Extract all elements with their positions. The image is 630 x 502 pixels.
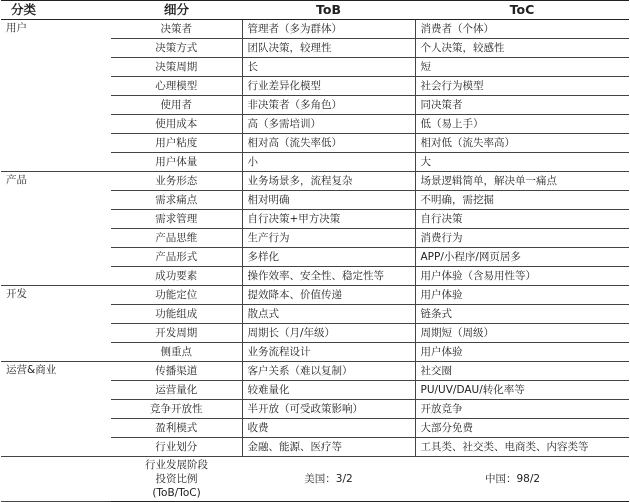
toc-cell: 短 xyxy=(415,58,629,77)
tob-cell: 业务场景多，流程复杂 xyxy=(242,172,415,191)
header-category: 分类 xyxy=(1,1,111,20)
tob-cell: 行业差异化模型 xyxy=(242,77,415,96)
toc-cell: 工具类、社交类、电商类、内容类等 xyxy=(415,438,629,457)
tob-cell: 高（多需培训） xyxy=(242,115,415,134)
dimension-cell: 用户粘度 xyxy=(111,134,242,153)
category-cell: 产品 xyxy=(1,172,111,286)
toc-cell: 用户体验 xyxy=(415,286,629,305)
toc-cell: APP/小程序/网页居多 xyxy=(415,248,629,267)
toc-cell: 用户体验（含易用性等） xyxy=(415,267,629,286)
table-row xyxy=(1,20,629,39)
category-cell: 用户 xyxy=(1,20,111,172)
investment-tob-value: 美国：3/2 xyxy=(242,457,415,502)
tob-cell: 相对明确 xyxy=(242,191,415,210)
dimension-cell: 需求痛点 xyxy=(111,191,242,210)
toc-cell: 大部分免费 xyxy=(415,419,629,438)
toc-cell: 消费行为 xyxy=(415,229,629,248)
header-tob: ToB xyxy=(242,1,415,20)
table-row xyxy=(1,362,629,381)
toc-cell: 相对低（流失率高） xyxy=(415,134,629,153)
toc-cell: 同决策者 xyxy=(415,96,629,115)
toc-cell: 周期短（周级） xyxy=(415,324,629,343)
toc-cell: 大 xyxy=(415,153,629,172)
tob-cell: 提效降本、价值传递 xyxy=(242,286,415,305)
table-row xyxy=(1,172,629,191)
dimension-cell: 产品形式 xyxy=(111,248,242,267)
toc-cell: 个人决策，较感性 xyxy=(415,39,629,58)
dimension-cell: 用户体量 xyxy=(111,153,242,172)
tob-cell: 周期长（月/年级） xyxy=(242,324,415,343)
dimension-cell: 使用者 xyxy=(111,96,242,115)
tob-cell: 收费 xyxy=(242,419,415,438)
header-dimension: 细分 xyxy=(111,1,242,20)
tob-cell: 团队决策，较理性 xyxy=(242,39,415,58)
dimension-cell: 侧重点 xyxy=(111,343,242,362)
tob-cell: 操作效率、安全性、稳定性等 xyxy=(242,267,415,286)
investment-dim-line3: (ToB/ToC) xyxy=(152,487,201,499)
dimension-cell: 功能组成 xyxy=(111,305,242,324)
dimension-cell: 行业划分 xyxy=(111,438,242,457)
tob-cell: 半开放（可受政策影响） xyxy=(242,400,415,419)
tob-cell: 金融、能源、医疗等 xyxy=(242,438,415,457)
tob-cell: 客户关系（难以复制） xyxy=(242,362,415,381)
tob-toc-comparison-table xyxy=(1,0,629,502)
tob-cell: 自行决策+甲方决策 xyxy=(242,210,415,229)
toc-cell: 开放竞争 xyxy=(415,400,629,419)
tob-cell: 管理者（多为群体） xyxy=(242,20,415,39)
table-row xyxy=(1,286,629,305)
toc-cell: 社会行为模型 xyxy=(415,77,629,96)
toc-cell: 场景逻辑简单，解决单一痛点 xyxy=(415,172,629,191)
dimension-cell: 决策周期 xyxy=(111,58,242,77)
dimension-cell: 开发周期 xyxy=(111,324,242,343)
toc-cell: PU/UV/DAU/转化率等 xyxy=(415,381,629,400)
category-cell: 运营&商业 xyxy=(1,362,111,457)
tob-cell: 小 xyxy=(242,153,415,172)
tob-cell: 散点式 xyxy=(242,305,415,324)
table-body xyxy=(1,20,629,502)
tob-cell: 生产行为 xyxy=(242,229,415,248)
dimension-cell: 业务形态 xyxy=(111,172,242,191)
header-toc: ToC xyxy=(415,1,629,20)
tob-cell: 较难量化 xyxy=(242,381,415,400)
dimension-cell: 盈利模式 xyxy=(111,419,242,438)
dimension-cell: 决策者 xyxy=(111,20,242,39)
toc-cell: 不明确，需挖掘 xyxy=(415,191,629,210)
dimension-cell: 决策方式 xyxy=(111,39,242,58)
dimension-cell: 功能定位 xyxy=(111,286,242,305)
toc-cell: 消费者（个体） xyxy=(415,20,629,39)
tob-cell: 长 xyxy=(242,58,415,77)
dimension-cell: 需求管理 xyxy=(111,210,242,229)
dimension-cell: 成功要素 xyxy=(111,267,242,286)
toc-cell: 链条式 xyxy=(415,305,629,324)
dimension-cell: 产品思维 xyxy=(111,229,242,248)
dimension-cell: 运营量化 xyxy=(111,381,242,400)
toc-cell: 低（易上手） xyxy=(415,115,629,134)
dimension-cell: 竞争开放性 xyxy=(111,400,242,419)
dimension-cell: 心理模型 xyxy=(111,77,242,96)
tob-cell: 多样化 xyxy=(242,248,415,267)
investment-toc-value: 中国：98/2 xyxy=(415,457,629,502)
tob-cell: 相对高（流失率低） xyxy=(242,134,415,153)
dimension-cell: 传播渠道 xyxy=(111,362,242,381)
table-header-row xyxy=(1,1,629,20)
toc-cell: 社交圈 xyxy=(415,362,629,381)
tob-cell: 业务流程设计 xyxy=(242,343,415,362)
tob-cell: 非决策者（多角色） xyxy=(242,96,415,115)
toc-cell: 自行决策 xyxy=(415,210,629,229)
toc-cell: 用户体验 xyxy=(415,343,629,362)
investment-dim-line1: 行业发展阶段 xyxy=(145,459,208,471)
investment-dim-line2: 投资比例 xyxy=(155,473,198,485)
category-cell: 开发 xyxy=(1,286,111,362)
dimension-cell: 使用成本 xyxy=(111,115,242,134)
